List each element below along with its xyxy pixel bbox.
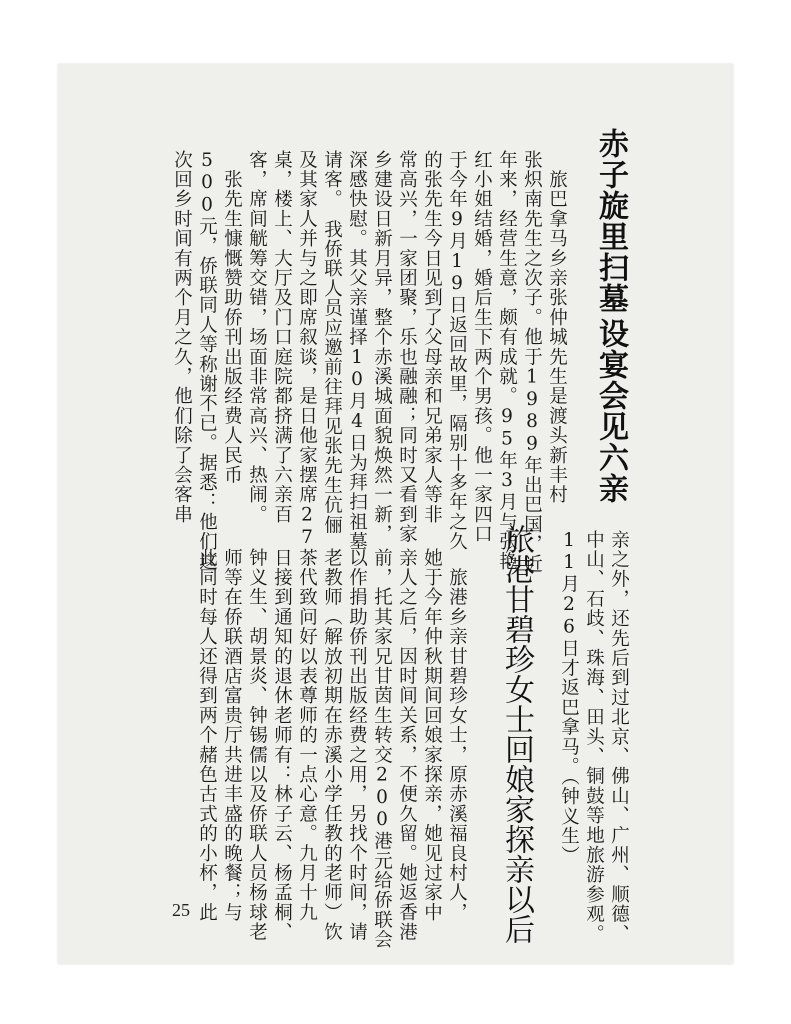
article1-line: 次回乡时间有两个月之久，他们除了会客串 (171, 150, 193, 525)
article2-line: 老教师（解放初期在赤溪小学任教的老师）饮 (321, 548, 343, 942)
article2-line: 旅港乡亲甘碧珍女士，原赤溪福良村人， (446, 548, 468, 923)
article1-line: 500元，侨联同人等称谢不已。据悉：他们这 (196, 150, 218, 572)
article1-line: 于今年9月19日返回故里，隔别十多年之久 (446, 150, 468, 552)
article1-line: 常高兴，一家团聚，乐也融融；同时又看到家 (396, 150, 418, 544)
article1-line: 及其家人并与之即席叙谈，是日他家摆席27 (296, 150, 318, 549)
page-number: 25 (172, 900, 190, 920)
article2-title: 旅港甘碧珍女士回娘家探亲以后 (499, 524, 534, 944)
article1-line: 乡建设日新月异，整个赤溪城面貌焕然一新， (371, 150, 393, 544)
article1-line: 桌，楼上、大厅及门口庭院都挤满了六亲百 (271, 150, 293, 525)
article2-line: 日接到通知的退休老师有：林子云、杨孟桐、 (271, 548, 293, 942)
article1-continued-line: 亲之外，还先后到过北京、佛山、广州、顺德、 (608, 530, 630, 944)
article2-line: 她于今年仲秋期间回娘家探亲，她见过家中 (421, 548, 443, 923)
article1-continued-line: 11月26日才返巴拿马。（钟义生） (558, 530, 580, 866)
article2-line: 茶代致问好以表尊师的一点心意。九月十九 (296, 548, 318, 923)
article1-line: 旅巴拿马乡亲张仲城先生是渡头新丰村 (546, 150, 568, 505)
article1-line: 请客。 我侨联人员应邀前往拜见张先生伉俪 (321, 150, 343, 535)
article2-line: 前，托其家兄甘茵生转交200港元给侨联会 (371, 548, 393, 950)
article2-line: 以作捐助侨刊出版经费之用，另找个时间，请 (346, 548, 368, 942)
article1-line: 的张先生今日见到了父母亲和兄弟家人等非 (421, 150, 443, 525)
article1-line: 张先生慷慨赞助侨刊出版经费人民币 (221, 150, 243, 485)
article2-line: 师等在侨联酒店富贵厅共进丰盛的晚餐；与 (221, 548, 243, 923)
article1-continued-line: 中山、石歧、珠海、田头、铜鼓等地旅游参观。 (583, 530, 605, 944)
article2-line: 亲人之后，因时间关系，不便久留。她返香港 (396, 548, 418, 942)
article2-line: 钟义生、胡景炎、钟锡儒以及侨联人员杨球老 (246, 548, 268, 942)
article1-line: 红小姐结婚，婚后生下两个男孩。他一家四口 (471, 150, 493, 544)
article1-line: 年来，经营生意，颇有成就。95年3月与张艳 (496, 150, 518, 572)
article1-line: 客，席间觥筹交错，场面非常高兴、热闹。 (246, 150, 268, 525)
article1-line: 张炽南先生之次子。他于1989年出巴国，近 (521, 150, 543, 574)
article1-line: 深感快慰。其父亲谨择10月4日为拜扫祖墓 (346, 150, 368, 552)
article-title-part1: 赤子旋里扫墓 (593, 128, 628, 314)
article-title-part2: 设宴会见六亲 (593, 318, 628, 504)
article2-line: 此同时每人还得到两个赭色古式的小杯，此 (196, 548, 218, 923)
